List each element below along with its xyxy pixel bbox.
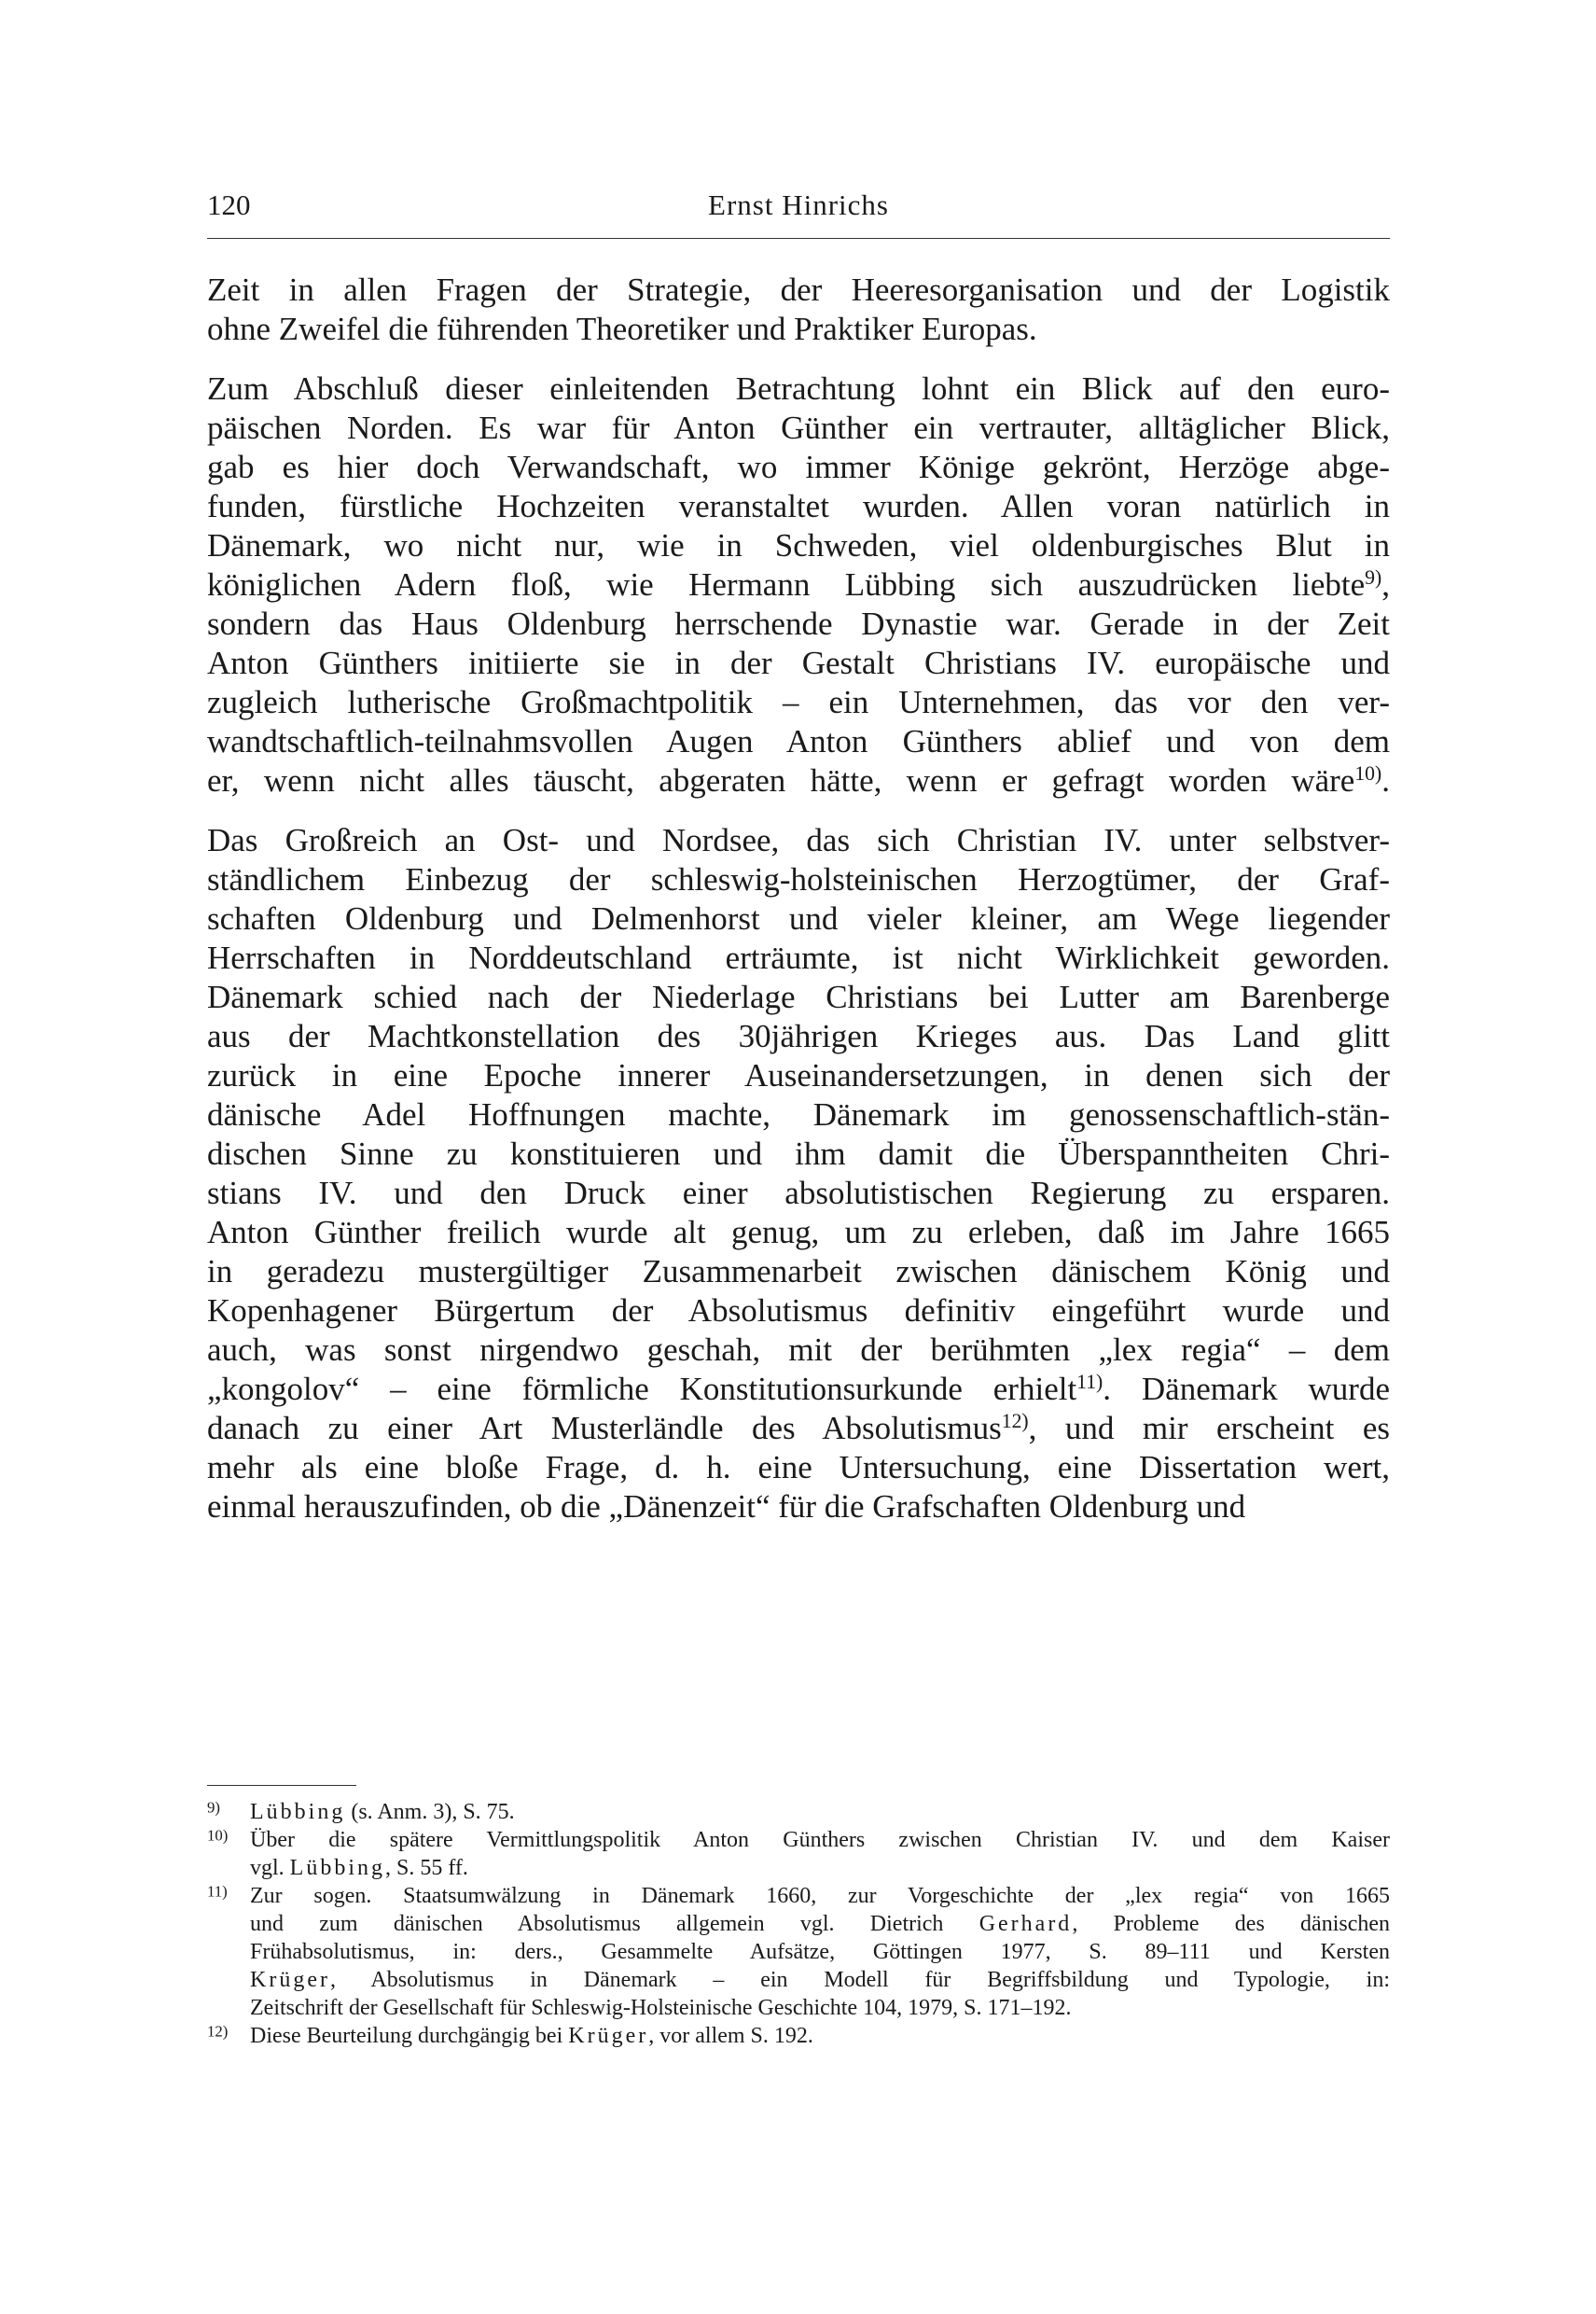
paragraph bbox=[207, 821, 1390, 1526]
text-run: er, wenn nicht alles täuscht, abgeraten hätte, wenn er gefragt worden wäre bbox=[207, 762, 1355, 799]
author-name: Lübbing bbox=[250, 1800, 346, 1824]
text-line: Kopenhagener Bürgertum der Absolutismus definitiv eingeführt wurde und bbox=[207, 1292, 1390, 1329]
text-line: in geradezu mustergültiger Zusammenarbeit zwischen dänischem König und bbox=[207, 1253, 1390, 1289]
text-line bbox=[207, 761, 1390, 801]
text-line: zurück in eine Epoche innerer Auseinandersetzungen, in denen sich der bbox=[207, 1057, 1390, 1094]
footnote-mark bbox=[207, 1798, 220, 1826]
text-line: Zeit in allen Fragen der Strategie, der Heeresorganisation und der Logistik bbox=[207, 272, 1390, 308]
header-rule bbox=[207, 238, 1390, 239]
text-line: Zum Abschluß dieser einleitenden Betrachtung lohnt ein Blick auf den euro- bbox=[207, 370, 1390, 407]
text-line: dischen Sinne zu konstituieren und ihm damit die Überspanntheiten Chri- bbox=[207, 1136, 1390, 1172]
text-run: , und mir erscheint es bbox=[1028, 1410, 1390, 1446]
footnote-mark bbox=[207, 1882, 228, 1910]
text-line: Herrschaften in Norddeutschland erträumte, ist nicht Wirklichkeit geworden. bbox=[207, 940, 1390, 976]
footnote-reference: 11) bbox=[1076, 1371, 1103, 1394]
footnotes bbox=[207, 1798, 1390, 2050]
text-line bbox=[207, 1409, 1390, 1448]
footnote-number: 12) bbox=[207, 2022, 229, 2041]
text-line: dänische Adel Hoffnungen machte, Dänemark im genossenschaftlich-stän- bbox=[207, 1096, 1390, 1133]
text-run: , S. 55 ff. bbox=[385, 1856, 468, 1880]
footnote-separator bbox=[207, 1785, 356, 1786]
text-run: Frühabsolutismus, in: ders., Gesammelte Aufsätze, Göttingen 1977, S. 89–111 und Kersten bbox=[250, 1940, 1390, 1964]
text-run: „kongolov“ – eine förmliche Konstitutionsurkunde erhielt bbox=[207, 1371, 1077, 1407]
text-line bbox=[207, 1370, 1390, 1409]
text-run: , Absolutismus in Dänemark – ein Modell für Begriffsbildung und Typologie, in: bbox=[329, 1968, 1390, 1992]
footnote-line bbox=[250, 1798, 1390, 1826]
footnote-line bbox=[250, 1938, 1390, 1966]
text-run: Zur sogen. Staatsumwälzung in Dänemark 1660, zur Vorgeschichte der „lex regia“ von 1665 bbox=[250, 1884, 1390, 1908]
author-name: Krüger bbox=[250, 1968, 330, 1992]
author-name: Krüger bbox=[568, 2024, 649, 2048]
text-line: sondern das Haus Oldenburg herrschende Dynastie war. Gerade in der Zeit bbox=[207, 606, 1390, 642]
page-number: 120 bbox=[207, 188, 251, 221]
footnote-number: 10) bbox=[207, 1826, 229, 1845]
text-run: vgl. bbox=[250, 1856, 290, 1880]
text-line: Anton Günthers initiierte sie in der Gestalt Christians IV. europäische und bbox=[207, 645, 1390, 681]
footnote-line bbox=[250, 1854, 1390, 1882]
text-line: stians IV. und den Druck einer absolutistischen Regierung zu ersparen. bbox=[207, 1175, 1390, 1211]
footnote bbox=[207, 1798, 1390, 1826]
text-line: Das Großreich an Ost- und Nordsee, das sich Christian IV. unter selbstver- bbox=[207, 822, 1390, 858]
paragraph bbox=[207, 369, 1390, 801]
footnote-number: 9) bbox=[207, 1798, 220, 1817]
text-run: danach zu einer Art Musterländle des Absolutismus bbox=[207, 1410, 1002, 1446]
text-line: einmal herauszufinden, ob die „Dänenzeit“ für die Grafschaften Oldenburg und bbox=[207, 1488, 1246, 1525]
text-run: (s. Anm. 3), S. 75. bbox=[345, 1800, 515, 1824]
author-name: Gerhard bbox=[978, 1912, 1073, 1936]
text-line: auch, was sonst nirgendwo geschah, mit der berühmten „lex regia“ – dem bbox=[207, 1331, 1390, 1368]
footnote-reference: 9) bbox=[1365, 566, 1382, 590]
text-line: mehr als eine bloße Frage, d. h. eine Untersuchung, eine Dissertation wert, bbox=[207, 1449, 1390, 1485]
text-run: Über die spätere Vermittlungspolitik Anton Günthers zwischen Christian IV. und dem Kaiser bbox=[250, 1828, 1390, 1852]
text-line: ständlichem Einbezug der schleswig-holsteinischen Herzogtümer, der Graf- bbox=[207, 861, 1390, 898]
footnote-mark bbox=[207, 2022, 228, 2050]
text-line: aus der Machtkonstellation des 30jährigen Krieges aus. Das Land glitt bbox=[207, 1018, 1390, 1054]
text-line bbox=[207, 565, 1390, 605]
text-run: königlichen Adern floß, wie Hermann Lübbing sich auszudrücken liebte bbox=[207, 566, 1366, 603]
footnote bbox=[207, 1882, 1390, 2022]
footnote-line bbox=[250, 1994, 1390, 2022]
text-run: . Dänemark wurde bbox=[1103, 1371, 1390, 1407]
text-run: Diese Beurteilung durchgängig bei bbox=[250, 2024, 569, 2048]
footnote-reference: 12) bbox=[1001, 1410, 1029, 1433]
text-line: ohne Zweifel die führenden Theoretiker und Praktiker Europas. bbox=[207, 311, 1037, 347]
body-text bbox=[207, 271, 1390, 1547]
footnote-line bbox=[250, 2022, 1390, 2050]
text-line: schaften Oldenburg und Delmenhorst und vieler kleiner, am Wege liegender bbox=[207, 900, 1390, 937]
text-run: . bbox=[1381, 762, 1390, 799]
paragraph bbox=[207, 271, 1390, 349]
footnote-line bbox=[250, 1826, 1390, 1854]
text-run: Zeitschrift der Gesellschaft für Schleswig-Holsteinische Geschichte 104, 1979, S. 171–192. bbox=[250, 1996, 1072, 2020]
text-run: , vor allem S. 192. bbox=[648, 2024, 813, 2048]
footnote-line bbox=[250, 1882, 1390, 1910]
footnote-reference: 10) bbox=[1354, 762, 1382, 786]
text-line: Dänemark schied nach der Niederlage Christians bei Lutter am Barenberge bbox=[207, 979, 1390, 1015]
text-run: und zum dänischen Absolutismus allgemein vgl. Dietrich bbox=[250, 1912, 979, 1936]
text-line: Anton Günther freilich wurde alt genug, um zu erleben, daß im Jahre 1665 bbox=[207, 1214, 1390, 1250]
text-line: zugleich lutherische Großmachtpolitik – ein Unternehmen, das vor den ver- bbox=[207, 684, 1390, 720]
text-line: päischen Norden. Es war für Anton Günther ein vertrauter, alltäglicher Blick, bbox=[207, 410, 1390, 446]
page-header bbox=[207, 188, 1390, 231]
footnote-number: 11) bbox=[207, 1882, 228, 1901]
footnote bbox=[207, 1826, 1390, 1882]
text-line: wandtschaftlich-teilnahmsvollen Augen Anton Günthers ablief und von dem bbox=[207, 723, 1390, 760]
author-name: Lübbing bbox=[289, 1856, 385, 1880]
text-line: gab es hier doch Verwandschaft, wo immer Könige gekrönt, Herzöge abge- bbox=[207, 449, 1390, 485]
footnote-line bbox=[250, 1966, 1390, 1994]
footnote-mark bbox=[207, 1826, 228, 1854]
running-head: Ernst Hinrichs bbox=[708, 188, 889, 221]
text-line: funden, fürstliche Hochzeiten veranstaltet wurden. Allen voran natürlich in bbox=[207, 488, 1390, 524]
footnote-line bbox=[250, 1910, 1390, 1938]
text-run: , bbox=[1381, 566, 1390, 603]
text-line: Dänemark, wo nicht nur, wie in Schweden, viel oldenburgisches Blut in bbox=[207, 527, 1390, 564]
footnote bbox=[207, 2022, 1390, 2050]
text-run: , Probleme des dänischen bbox=[1072, 1912, 1391, 1936]
